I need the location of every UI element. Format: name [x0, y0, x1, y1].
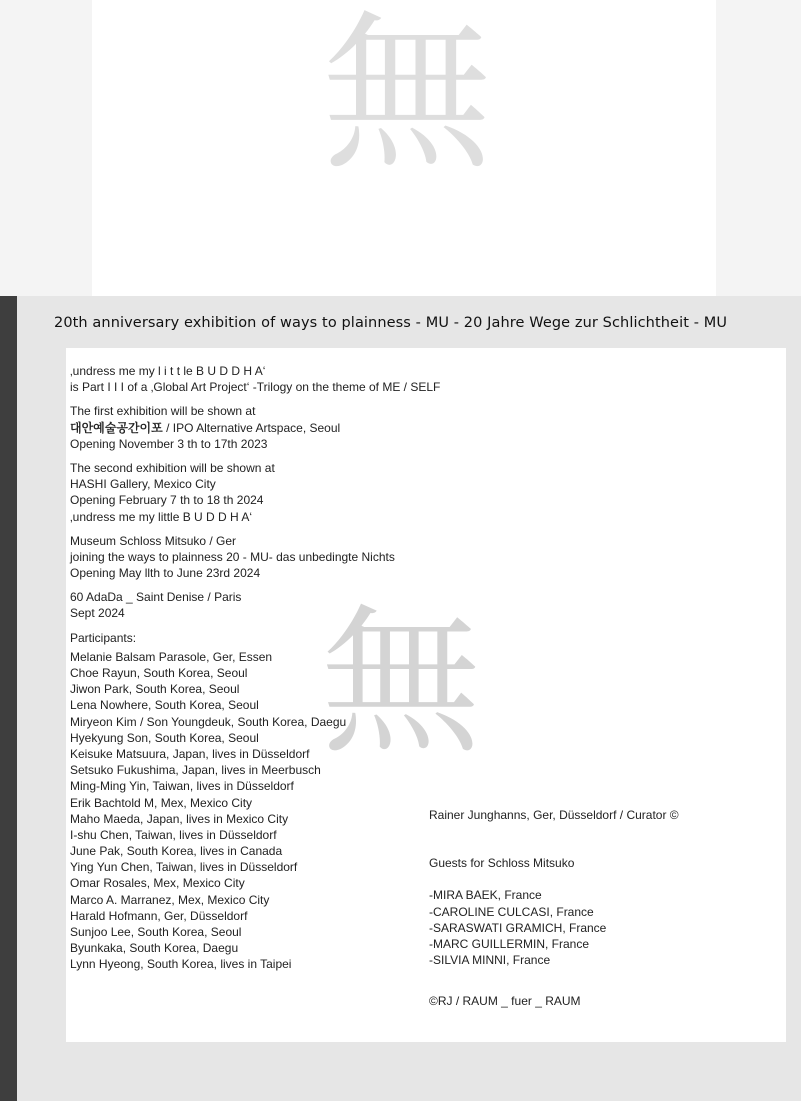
guest-2: -SARASWATI GRAMICH, France	[429, 920, 607, 935]
curator-line: Rainer Junghanns, Ger, Düsseldorf / Curator ©	[429, 808, 679, 822]
participant-6: Keisuke Matsuura, Japan, lives in Düsseldorf	[70, 746, 310, 761]
participant-9: Erik Bachtold M, Mex, Mexico City	[70, 795, 253, 810]
left-dark-bar	[0, 296, 17, 1101]
main-text-column	[70, 363, 440, 973]
participant-10: Maho Maeda, Japan, lives in Mexico City	[70, 811, 289, 826]
guest-0: -MIRA BAEK, France	[429, 888, 542, 903]
intro-line-1: ‚undress me my l i t t le B U D D H A‘	[70, 364, 266, 378]
second-line-1: The second exhibition will be shown at	[70, 460, 275, 475]
first-line-1: The first exhibition will be shown at	[70, 404, 256, 419]
participant-19: Lynn Hyeong, South Korea, lives in Taipei	[70, 957, 292, 972]
guest-4: -SILVIA MINNI, France	[429, 953, 551, 968]
participant-14: Omar Rosales, Mex, Mexico City	[70, 876, 245, 891]
participant-16: Harald Hofmann, Ger, Düsseldorf	[70, 908, 248, 923]
participant-5: Hyekyung Son, South Korea, Seoul	[70, 730, 259, 745]
participant-12: June Pak, South Korea, lives in Canada	[70, 844, 283, 859]
venue-rest: / IPO Alternative Artspace, Seoul	[162, 420, 341, 435]
participant-13: Ying Yun Chen, Taiwan, lives in Düsseldorf	[70, 860, 298, 875]
third-line-3: Opening May llth to June 23rd 2024	[70, 566, 261, 581]
second-line-3: Opening February 7 th to 18 th 2024	[70, 493, 264, 508]
intro-line-2: is Part I I I of a ‚Global Art Project‘ -Trilogy on the theme of ME / SELF	[70, 380, 441, 395]
guests-label: Guests for Schloss Mitsuko	[429, 856, 575, 871]
venue-korean: 대안예술공간이포	[70, 420, 163, 435]
mu-glyph-top: 無	[322, 0, 493, 194]
participant-8: Ming-Ming Yin, Taiwan, lives in Düsseldorf	[70, 779, 294, 794]
participant-1: Choe Rayun, South Korea, Seoul	[70, 666, 248, 680]
participant-4: Miryeon Kim / Son Youngdeuk, South Korea, Daegu	[70, 714, 347, 729]
side-text-column	[429, 807, 679, 1010]
third-line-1: Museum Schloss Mitsuko / Ger	[70, 533, 237, 548]
participant-17: Sunjoo Lee, South Korea, Seoul	[70, 925, 242, 939]
first-line-2	[70, 420, 440, 436]
participants-label: Participants:	[70, 630, 137, 645]
guest-3: -MARC GUILLERMIN, France	[429, 936, 590, 951]
second-line-2: HASHI Gallery, Mexico City	[70, 477, 216, 492]
participant-15: Marco A. Marranez, Mex, Mexico City	[70, 892, 270, 907]
copyright-line: ©RJ / RAUM _ fuer _ RAUM	[429, 994, 581, 1009]
guest-1: -CAROLINE CULCASI, France	[429, 904, 594, 919]
mu-glyph-watermark: 無	[321, 589, 482, 776]
third-line-2: joining the ways to plainness 20 - MU- das unbedingte Nichts	[70, 549, 395, 564]
participant-18: Byunkaka, South Korea, Daegu	[70, 941, 239, 956]
page-headline: 20th anniversary exhibition of ways to plainness - MU - 20 Jahre Wege zur Schlichtheit - MU	[54, 315, 728, 331]
participant-7: Setsuko Fukushima, Japan, lives in Meerbusch	[70, 763, 321, 778]
fourth-line-1: 60 AdaDa _ Saint Denise / Paris	[70, 590, 242, 605]
participant-0: Melanie Balsam Parasole, Ger, Essen	[70, 649, 273, 664]
fourth-line-2: Sept 2024	[70, 606, 125, 621]
participant-2: Jiwon Park, South Korea, Seoul	[70, 682, 240, 697]
first-line-3: Opening November 3 th to 17th 2023	[70, 436, 268, 451]
participant-11: I-shu Chen, Taiwan, lives in Düsseldorf	[70, 827, 277, 842]
second-line-4: ‚undress me my little B U D D H A‘	[70, 509, 253, 524]
info-card	[66, 348, 786, 1042]
participant-3: Lena Nowhere, South Korea, Seoul	[70, 698, 259, 713]
